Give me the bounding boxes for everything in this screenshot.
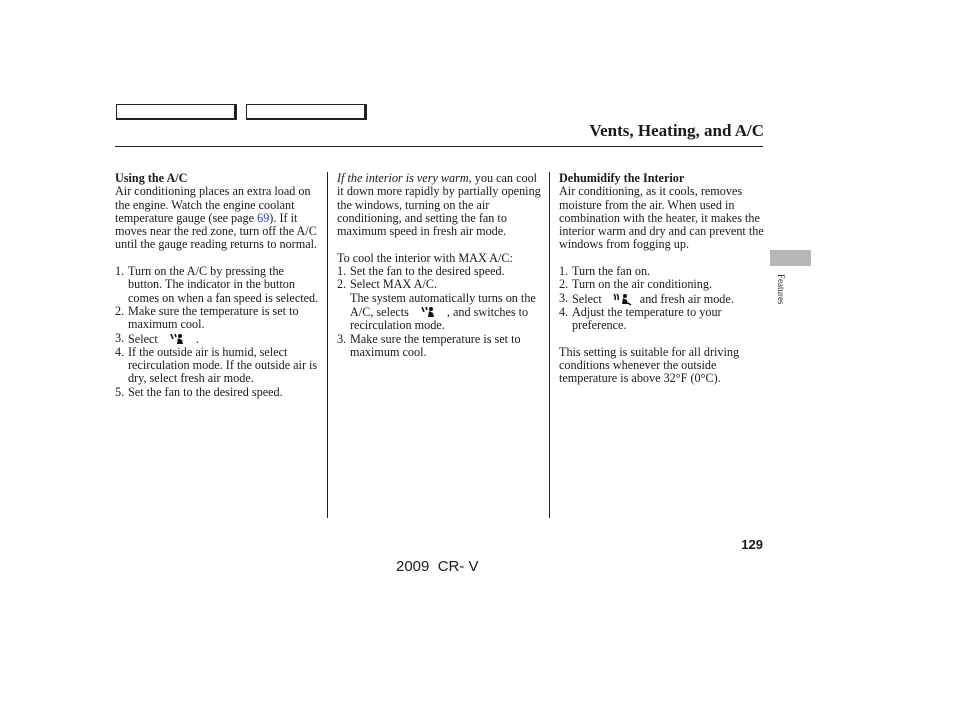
list-item: 3. Make sure the temperature is set to maximum cool. <box>337 331 521 359</box>
paragraph: To cool the interior with MAX A/C: <box>337 250 513 265</box>
paragraph: Air conditioning, as it cools, removes moisture from the air. When used in combination with the heater, it makes the interior warm and dry and can prevent the windows from fogging up. <box>559 184 764 252</box>
section-heading: Dehumidify the Interior <box>559 171 685 185</box>
nav-button-next[interactable] <box>246 104 367 120</box>
list-item: 2. Make sure the temperature is set to maximum cool. <box>115 303 299 332</box>
column-using-ac <box>115 172 321 399</box>
footer-model: 2009 CR- V <box>396 558 479 575</box>
column-dehumidify <box>559 172 764 386</box>
list-item: 3. Select and fresh air mode. <box>559 290 734 306</box>
list-note: The system automatically turns on the A/C, selects , and switches to recirculation mode. <box>350 290 536 333</box>
nav-button-prev[interactable] <box>116 104 237 120</box>
list-item: 2. Turn on the air conditioning. <box>559 277 713 292</box>
column-divider <box>549 172 550 518</box>
paragraph: If the interior is very warm, you can cool it down more rapidly by partially opening the windows, turning on the air conditioning, and setting the fan to maximum speed in fresh air mode. <box>337 171 541 239</box>
list-item: 4. Adjust the temperature to your preference. <box>559 304 722 333</box>
list-item: 1. Set the fan to the desired speed. <box>337 264 505 279</box>
face-vent-icon <box>168 332 186 346</box>
page-reference-link[interactable]: 69 <box>257 210 270 225</box>
floor-defrost-vent-icon <box>612 292 630 306</box>
list-item: 3. Select . <box>115 330 199 346</box>
header-rule <box>115 146 763 147</box>
list-item: 5. Set the fan to the desired speed. <box>115 384 283 399</box>
section-heading: Using the A/C <box>115 171 188 185</box>
sidebar-label: Features <box>776 274 786 305</box>
page-title: Vents, Heating, and A/C <box>589 121 764 140</box>
list-item: 2. Select MAX A/C. <box>337 277 438 292</box>
column-max-ac <box>337 172 543 359</box>
list-item: 1. Turn the fan on. <box>559 264 651 279</box>
list-item: 1. Turn on the A/C by pressing the button. The indicator in the button comes on when a fan speed is selected. <box>115 264 319 305</box>
paragraph: This setting is suitable for all driving conditions whenever the outside temperature is above 32°F (0°C). <box>559 344 740 386</box>
page-number: 129 <box>741 537 763 552</box>
paragraph: Air conditioning places an extra load on the engine. Watch the engine coolant temperature gauge (see page 69). If it moves near the red zone, turn off the A/C until the gauge reading returns to normal. <box>115 184 318 252</box>
list-item: 4. If the outside air is humid, select recirculation mode. If the outside air is dry, select fresh air mode. <box>115 344 318 386</box>
face-vent-icon <box>419 305 437 319</box>
section-tab <box>770 250 811 266</box>
column-divider <box>327 172 328 518</box>
